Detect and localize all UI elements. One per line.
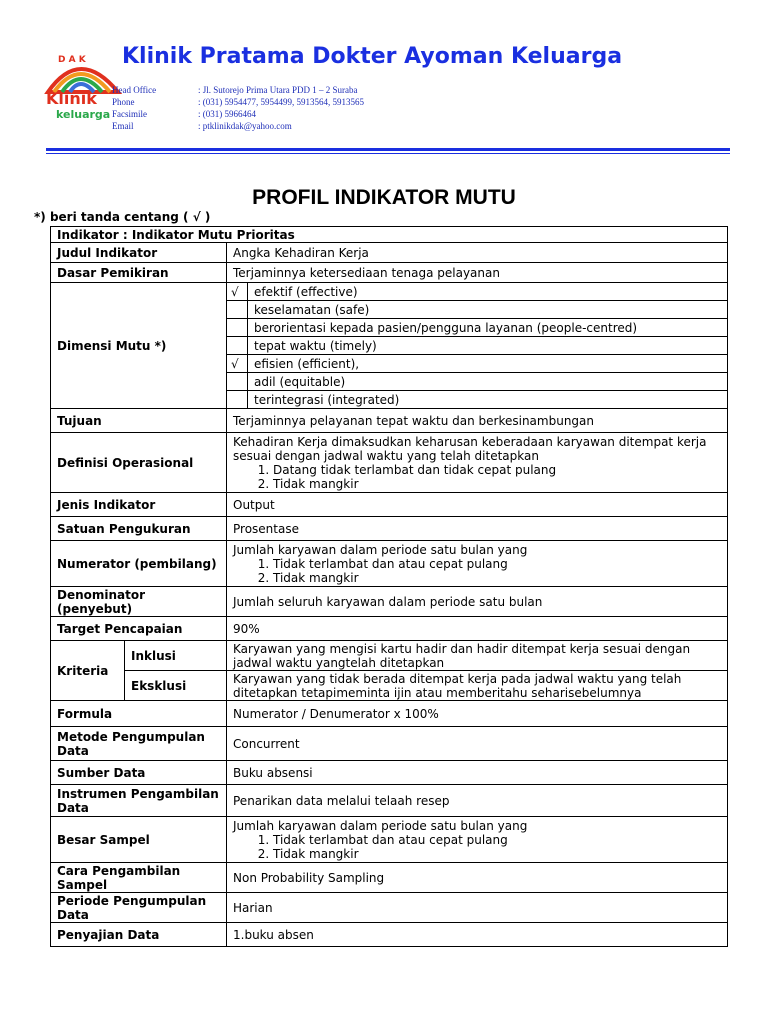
header-divider xyxy=(46,148,730,151)
inklusi-value: Karyawan yang mengisi kartu hadir dan hadir ditempat kerja sesuai dengan jadwal waktu yangtelah ditetapkan xyxy=(227,641,728,671)
besar-list xyxy=(233,833,721,861)
table-row xyxy=(51,493,728,517)
judul-value: Angka Kehadiran Kerja xyxy=(227,243,728,263)
contact-row-email: Email : ptklinikdak@yahoo.com xyxy=(112,121,292,131)
eksklusi-value: Karyawan yang tidak berada ditempat kerja pada jadwal waktu yang telah ditetapkan tetapimeminta ijin atau memberitahu seharisebelumnya xyxy=(227,671,728,701)
besar-intro: Jumlah karyawan dalam periode satu bulan yang xyxy=(233,818,528,833)
jenis-value: Output xyxy=(227,493,728,517)
clinic-name: Klinik Pratama Dokter Ayoman Keluarga xyxy=(122,44,623,69)
dimensi-label: Dimensi Mutu *) xyxy=(51,283,227,409)
penyajian-label: Penyajian Data xyxy=(51,923,227,947)
penyajian-value: 1.buku absen xyxy=(227,923,728,947)
besar-label: Besar Sampel xyxy=(51,817,227,863)
logo-subword: keluarga xyxy=(56,108,111,121)
periode-label: Periode Pengumpulan Data xyxy=(51,893,227,923)
dimensi-item: terintegrasi (integrated) xyxy=(254,392,400,407)
table-row xyxy=(51,641,728,671)
definisi-value xyxy=(227,433,728,493)
check-mark xyxy=(227,337,248,355)
table-row xyxy=(51,283,728,409)
formula-label: Formula xyxy=(51,701,227,727)
list-item: 1. Tidak terlambat dan atau cepat pulang xyxy=(273,833,721,847)
periode-value: Harian xyxy=(227,893,728,923)
dimensi-item: tepat waktu (timely) xyxy=(248,337,728,355)
tujuan-label: Tujuan xyxy=(51,409,227,433)
list-item: 2. Tidak mangkir xyxy=(273,847,721,861)
table-row xyxy=(51,263,728,283)
instrumen-label: Instrumen Pengambilan Data xyxy=(51,785,227,817)
dimensi-item: berorientasi kepada pasien/pengguna layanan (people-centred) xyxy=(248,319,728,337)
table-row xyxy=(51,541,728,587)
sumber-label: Sumber Data xyxy=(51,761,227,785)
table-row xyxy=(51,863,728,893)
cara-value: Non Probability Sampling xyxy=(227,863,728,893)
check-mark xyxy=(227,319,248,337)
list-item: 2. Tidak mangkir xyxy=(273,477,721,491)
eksklusi-label: Eksklusi xyxy=(125,671,227,701)
table-row xyxy=(51,923,728,947)
list-item: 1. Tidak terlambat dan atau cepat pulang xyxy=(273,557,721,571)
table-row xyxy=(51,243,728,263)
contact-row-phone: Phone : (031) 5954477, 5954499, 5913564, 5913565 xyxy=(112,97,364,107)
table-row xyxy=(51,761,728,785)
numerator-list xyxy=(233,557,721,585)
table-row xyxy=(51,671,728,701)
logo-letters: D A K xyxy=(58,55,86,65)
tujuan-value: Terjaminnya pelayanan tepat waktu dan berkesinambungan xyxy=(227,409,728,433)
jenis-label: Jenis Indikator xyxy=(51,493,227,517)
cara-label: Cara Pengambilan Sampel xyxy=(51,863,227,893)
denominator-label: Denominator (penyebut) xyxy=(51,587,227,617)
list-item: 2. Tidak mangkir xyxy=(273,571,721,585)
table-row xyxy=(51,409,728,433)
satuan-label: Satuan Pengukuran xyxy=(51,517,227,541)
dasar-value: Terjaminnya ketersediaan tenaga pelayanan xyxy=(227,263,728,283)
indicator-profile-table xyxy=(50,226,728,947)
instrumen-value: Penarikan data melalui telaah resep xyxy=(227,785,728,817)
check-mark: √ xyxy=(227,355,248,373)
logo-word: Klinik xyxy=(46,89,97,108)
dimensi-item: adil (equitable) xyxy=(248,373,728,391)
table-row xyxy=(51,617,728,641)
check-mark xyxy=(227,391,248,409)
numerator-intro: Jumlah karyawan dalam periode satu bulan yang xyxy=(233,542,528,557)
target-label: Target Pencapaian xyxy=(51,617,227,641)
contact-block xyxy=(112,84,364,132)
denominator-value: Jumlah seluruh karyawan dalam periode satu bulan xyxy=(227,587,728,617)
metode-label: Metode Pengumpulan Data xyxy=(51,727,227,761)
table-row xyxy=(51,433,728,493)
check-note: *) beri tanda centang ( √ ) xyxy=(34,210,211,224)
definisi-label: Definisi Operasional xyxy=(51,433,227,493)
check-mark xyxy=(227,301,248,319)
dimensi-item: keselamatan (safe) xyxy=(248,301,728,319)
numerator-value xyxy=(227,541,728,587)
metode-value: Concurrent xyxy=(227,727,728,761)
numerator-label: Numerator (pembilang) xyxy=(51,541,227,587)
table-row xyxy=(51,227,728,243)
header-divider-thin xyxy=(46,153,730,154)
satuan-value: Prosentase xyxy=(227,517,728,541)
indikator-header: Indikator : Indikator Mutu Prioritas xyxy=(51,227,728,243)
dimensi-item: efektif (effective) xyxy=(248,283,728,301)
table-row xyxy=(51,785,728,817)
table-row xyxy=(51,893,728,923)
judul-label: Judul Indikator xyxy=(51,243,227,263)
table-row xyxy=(51,817,728,863)
table-row xyxy=(51,587,728,617)
formula-value: Numerator / Denumerator x 100% xyxy=(227,701,728,727)
dasar-label: Dasar Pemikiran xyxy=(51,263,227,283)
check-mark: √ xyxy=(227,283,248,301)
contact-row-office: Head Office : Jl. Sutorejo Prima Utara PDD 1 – 2 Suraba xyxy=(112,85,358,95)
dimensi-list xyxy=(227,283,728,409)
table-row xyxy=(51,517,728,541)
clinic-logo xyxy=(44,48,122,128)
contact-row-fax: Facsimile : (031) 5966464 xyxy=(112,109,256,119)
definisi-intro: Kehadiran Kerja dimaksudkan keharusan keberadaan karyawan ditempat kerja sesuai dengan jadwal waktu yang telah ditetapkan xyxy=(233,434,707,463)
document-title: PROFIL INDIKATOR MUTU xyxy=(252,186,516,209)
sumber-value: Buku absensi xyxy=(227,761,728,785)
dimensi-item: efisien (efficient), xyxy=(248,355,728,373)
besar-value xyxy=(227,817,728,863)
inklusi-label: Inklusi xyxy=(125,641,227,671)
definisi-list xyxy=(233,463,721,491)
table-row xyxy=(51,727,728,761)
check-mark xyxy=(227,373,248,391)
list-item: 1. Datang tidak terlambat dan tidak cepat pulang xyxy=(273,463,721,477)
table-row xyxy=(51,701,728,727)
target-value: 90% xyxy=(227,617,728,641)
kriteria-label: Kriteria xyxy=(51,641,125,701)
